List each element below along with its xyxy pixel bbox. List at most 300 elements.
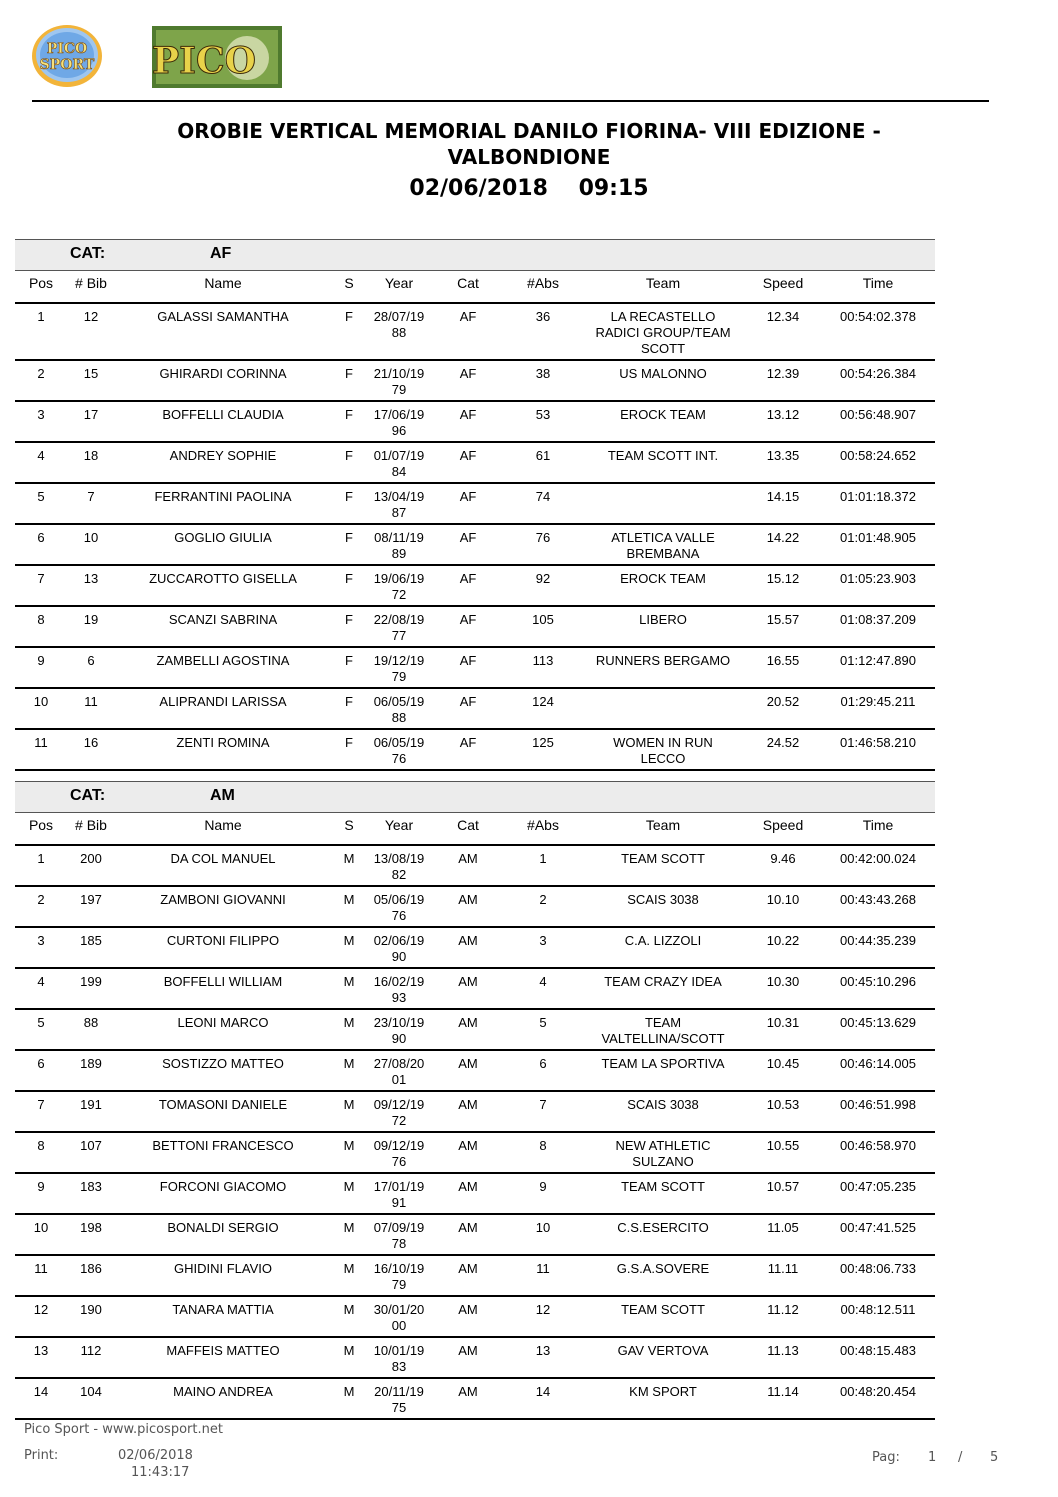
- cell-bib: 88: [83, 1015, 99, 1030]
- cell-speed: 11.11: [767, 1261, 799, 1276]
- cell-year: 13/08/19 82: [373, 851, 425, 882]
- table-row: [15, 304, 935, 361]
- cell-sex: M: [343, 974, 355, 989]
- table-row: [15, 402, 935, 443]
- cell-year: 13/04/19 87: [373, 489, 425, 520]
- cell-cat: AF: [459, 571, 477, 586]
- cell-pos: 7: [37, 571, 45, 586]
- cell-abs: 7: [539, 1097, 547, 1112]
- table-row: [15, 443, 935, 484]
- cell-abs: 105: [532, 612, 554, 627]
- cell-sex: F: [345, 448, 353, 463]
- cell-time: 00:45:10.296: [840, 974, 916, 989]
- column-header-speed: Speed: [762, 817, 804, 833]
- cell-time: 00:54:26.384: [840, 366, 916, 381]
- cell-team: EROCK TEAM: [620, 407, 706, 422]
- cell-team: C.S.ESERCITO: [617, 1220, 709, 1235]
- cell-abs: 1: [539, 851, 547, 866]
- cell-name: LEONI MARCO: [177, 1015, 269, 1030]
- cell-bib: 191: [80, 1097, 102, 1112]
- cell-time: 00:43:43.268: [840, 892, 916, 907]
- table-row: [15, 566, 935, 607]
- table-row: [15, 1297, 935, 1338]
- cell-abs: 9: [539, 1179, 547, 1194]
- cell-cat: AF: [459, 448, 477, 463]
- footer-print-label: Print:: [24, 1448, 59, 1463]
- cell-bib: 13: [83, 571, 99, 586]
- cell-bib: 200: [80, 851, 102, 866]
- cell-abs: 74: [535, 489, 551, 504]
- cell-name: GOGLIO GIULIA: [174, 530, 272, 545]
- cell-speed: 15.57: [766, 612, 800, 627]
- cell-cat: AM: [458, 1343, 478, 1358]
- cell-speed: 11.14: [767, 1384, 799, 1399]
- cell-year: 10/01/19 83: [373, 1343, 425, 1374]
- table-row: [15, 928, 935, 969]
- cell-time: 00:46:51.998: [840, 1097, 916, 1112]
- cell-cat: AM: [458, 1015, 478, 1030]
- cell-bib: 10: [83, 530, 99, 545]
- cell-sex: F: [345, 366, 353, 381]
- cell-bib: 185: [80, 933, 102, 948]
- cell-team: WOMEN IN RUN LECCO: [613, 735, 713, 766]
- cell-cat: AF: [459, 694, 477, 709]
- cell-time: 01:46:58.210: [840, 735, 916, 750]
- cell-sex: M: [343, 1343, 355, 1358]
- cell-sex: M: [343, 1138, 355, 1153]
- footer-page-separator: /: [958, 1450, 963, 1465]
- cell-abs: 76: [535, 530, 551, 545]
- cell-team: ATLETICA VALLE BREMBANA: [611, 530, 715, 561]
- cell-speed: 20.52: [766, 694, 800, 709]
- cell-team: SCAIS 3038: [627, 892, 699, 907]
- table-row: [15, 1010, 935, 1051]
- column-header-speed: Speed: [762, 275, 804, 291]
- cell-time: 01:29:45.211: [840, 694, 916, 709]
- cell-name: ZAMBELLI AGOSTINA: [156, 653, 290, 668]
- cell-name: MAINO ANDREA: [173, 1384, 273, 1399]
- table-row: [15, 1133, 935, 1174]
- table-header: [15, 271, 935, 304]
- cell-team: LIBERO: [639, 612, 687, 627]
- table-row: [15, 1092, 935, 1133]
- cell-abs: 13: [535, 1343, 551, 1358]
- cell-cat: AM: [458, 851, 478, 866]
- cell-abs: 8: [539, 1138, 547, 1153]
- column-header-abs: #Abs: [527, 275, 559, 291]
- category-section-am: [15, 781, 935, 1420]
- cell-time: 00:58:24.652: [840, 448, 916, 463]
- column-header-bib: # Bib: [75, 817, 107, 833]
- cell-bib: 6: [87, 653, 95, 668]
- cell-pos: 10: [33, 1220, 49, 1235]
- cell-sex: F: [345, 309, 353, 324]
- cell-bib: 18: [83, 448, 99, 463]
- page-title: [0, 118, 1058, 170]
- table-row: [15, 361, 935, 402]
- cell-time: 00:46:58.970: [840, 1138, 916, 1153]
- cell-team: RUNNERS BERGAMO: [595, 653, 731, 668]
- cell-time: 00:44:35.239: [840, 933, 916, 948]
- cell-time: 00:42:00.024: [840, 851, 916, 866]
- cell-bib: 186: [80, 1261, 102, 1276]
- cell-team: C.A. LIZZOLI: [624, 933, 702, 948]
- cell-pos: 5: [37, 1015, 45, 1030]
- cell-time: 00:48:12.511: [840, 1302, 916, 1317]
- cell-year: 09/12/19 76: [373, 1138, 425, 1169]
- footer-site: Pico Sport - www.picosport.net: [24, 1422, 223, 1437]
- title-line-1: OROBIE VERTICAL MEMORIAL DANILO FIORINA- VIII EDIZIONE -: [177, 119, 881, 143]
- cell-sex: M: [343, 1097, 355, 1112]
- cell-cat: AM: [458, 1261, 478, 1276]
- cell-year: 08/11/19 89: [374, 530, 424, 561]
- cell-abs: 3: [539, 933, 547, 948]
- cell-speed: 14.15: [766, 489, 800, 504]
- cell-cat: AM: [458, 1302, 478, 1317]
- cell-time: 00:46:14.005: [840, 1056, 916, 1071]
- cell-abs: 124: [532, 694, 554, 709]
- cell-bib: 107: [80, 1138, 102, 1153]
- table-row: [15, 887, 935, 928]
- cell-team: US MALONNO: [619, 366, 707, 381]
- cell-team: G.S.A.SOVERE: [616, 1261, 710, 1276]
- category-value: AM: [210, 787, 235, 804]
- cell-bib: 189: [80, 1056, 102, 1071]
- cell-cat: AM: [458, 1220, 478, 1235]
- cell-name: BETTONI FRANCESCO: [152, 1138, 294, 1153]
- cell-team: TEAM VALTELLINA/SCOTT: [601, 1015, 725, 1046]
- cell-abs: 53: [535, 407, 551, 422]
- cell-name: ZAMBONI GIOVANNI: [160, 892, 286, 907]
- cell-sex: M: [343, 1261, 355, 1276]
- cell-speed: 14.22: [766, 530, 800, 545]
- cell-team: TEAM SCOTT INT.: [607, 448, 719, 463]
- cell-time: 00:48:06.733: [840, 1261, 916, 1276]
- cell-name: MAFFEIS MATTEO: [166, 1343, 280, 1358]
- cell-sex: F: [345, 530, 353, 545]
- cell-team: SCAIS 3038: [627, 1097, 699, 1112]
- cell-cat: AF: [459, 612, 477, 627]
- cell-name: ZUCCAROTTO GISELLA: [149, 571, 297, 586]
- cell-year: 27/08/20 01: [373, 1056, 425, 1087]
- cell-abs: 5: [539, 1015, 547, 1030]
- cell-abs: 2: [539, 892, 547, 907]
- cell-time: 01:05:23.903: [840, 571, 916, 586]
- table-row: [15, 607, 935, 648]
- cell-pos: 10: [33, 694, 49, 709]
- cell-abs: 14: [535, 1384, 551, 1399]
- cell-name: BOFFELLI CLAUDIA: [162, 407, 284, 422]
- cell-sex: M: [343, 1384, 355, 1399]
- cell-sex: M: [343, 1015, 355, 1030]
- cell-speed: 13.35: [766, 448, 800, 463]
- cell-speed: 12.39: [766, 366, 800, 381]
- cell-time: 00:47:05.235: [840, 1179, 916, 1194]
- cell-cat: AM: [458, 1384, 478, 1399]
- cell-sex: M: [343, 1220, 355, 1235]
- category-label: CAT:: [70, 787, 106, 804]
- column-header-sex: S: [344, 817, 354, 833]
- category-section-af: [15, 239, 935, 771]
- cell-sex: M: [343, 1179, 355, 1194]
- cell-pos: 1: [37, 309, 45, 324]
- cell-speed: 16.55: [766, 653, 800, 668]
- cell-sex: M: [343, 933, 355, 948]
- cell-sex: M: [343, 1056, 355, 1071]
- cell-time: 01:01:48.905: [840, 530, 916, 545]
- cell-abs: 36: [535, 309, 551, 324]
- cell-bib: 16: [83, 735, 99, 750]
- cell-cat: AF: [459, 309, 477, 324]
- cell-abs: 61: [535, 448, 551, 463]
- table-row: [15, 846, 935, 887]
- cell-time: 00:45:13.629: [840, 1015, 916, 1030]
- cell-pos: 2: [37, 366, 45, 381]
- cell-cat: AM: [458, 1179, 478, 1194]
- table-header: [15, 813, 935, 846]
- cell-time: 00:48:20.454: [840, 1384, 916, 1399]
- table-row: [15, 1338, 935, 1379]
- cell-team: TEAM SCOTT: [621, 1302, 705, 1317]
- cell-pos: 14: [33, 1384, 49, 1399]
- cell-speed: 11.12: [767, 1302, 799, 1317]
- cell-sex: F: [345, 694, 353, 709]
- cell-year: 05/06/19 76: [373, 892, 425, 923]
- cell-cat: AF: [459, 530, 477, 545]
- cell-team: NEW ATHLETIC SULZANO: [615, 1138, 711, 1169]
- cell-pos: 9: [37, 1179, 45, 1194]
- footer-page-current: 1: [928, 1450, 937, 1465]
- column-header-name: Name: [204, 817, 242, 833]
- cell-bib: 190: [80, 1302, 102, 1317]
- table-row: [15, 969, 935, 1010]
- event-date: 02/06/2018: [409, 176, 548, 201]
- logo1-line2: SPORT: [39, 57, 95, 73]
- table-row: [15, 648, 935, 689]
- cell-cat: AF: [459, 489, 477, 504]
- cell-sex: F: [345, 571, 353, 586]
- pico-club-logo: [152, 26, 282, 88]
- cell-speed: 11.13: [767, 1343, 799, 1358]
- cell-team: LA RECASTELLO RADICI GROUP/TEAM SCOTT: [595, 309, 731, 356]
- logo2-text: PICO: [152, 40, 256, 82]
- cell-time: 00:56:48.907: [840, 407, 916, 422]
- cell-year: 06/05/19 76: [373, 735, 425, 766]
- column-header-bib: # Bib: [75, 275, 107, 291]
- cell-sex: F: [345, 489, 353, 504]
- cell-year: 17/01/19 91: [373, 1179, 425, 1210]
- column-header-team: Team: [645, 275, 681, 291]
- cell-cat: AF: [459, 366, 477, 381]
- cell-team: EROCK TEAM: [620, 571, 706, 586]
- cell-sex: F: [345, 735, 353, 750]
- cell-pos: 4: [37, 974, 45, 989]
- cell-name: FERRANTINI PAOLINA: [154, 489, 292, 504]
- header-rule: [32, 100, 989, 102]
- cell-abs: 125: [532, 735, 554, 750]
- cell-time: 01:12:47.890: [840, 653, 916, 668]
- cell-year: 09/12/19 72: [373, 1097, 425, 1128]
- cell-speed: 10.53: [766, 1097, 800, 1112]
- cell-name: SOSTIZZO MATTEO: [162, 1056, 284, 1071]
- cell-team: TEAM SCOTT: [621, 1179, 705, 1194]
- cell-cat: AF: [459, 735, 477, 750]
- cell-pos: 7: [37, 1097, 45, 1112]
- cell-abs: 11: [536, 1261, 550, 1276]
- column-header-pos: Pos: [28, 275, 54, 291]
- column-header-abs: #Abs: [527, 817, 559, 833]
- cell-time: 00:48:15.483: [840, 1343, 916, 1358]
- cell-year: 22/08/19 77: [373, 612, 425, 643]
- cell-year: 23/10/19 90: [373, 1015, 425, 1046]
- cell-pos: 6: [37, 1056, 45, 1071]
- table-row: [15, 1379, 935, 1420]
- cell-time: 00:54:02.378: [840, 309, 916, 324]
- cell-name: ANDREY SOPHIE: [169, 448, 277, 463]
- cell-year: 19/06/19 72: [373, 571, 425, 602]
- cell-name: DA COL MANUEL: [170, 851, 276, 866]
- table-row: [15, 1256, 935, 1297]
- cell-name: TOMASONI DANIELE: [158, 1097, 288, 1112]
- cell-bib: 15: [83, 366, 99, 381]
- cell-time: 00:47:41.525: [840, 1220, 916, 1235]
- column-header-cat: Cat: [457, 275, 479, 291]
- cell-year: 16/10/19 79: [373, 1261, 425, 1292]
- column-header-team: Team: [645, 817, 681, 833]
- cell-abs: 6: [539, 1056, 547, 1071]
- cell-bib: 112: [80, 1343, 102, 1358]
- cell-speed: 10.55: [766, 1138, 800, 1153]
- footer-page-label: Pag:: [872, 1450, 900, 1465]
- cell-name: FORCONI GIACOMO: [159, 1179, 287, 1194]
- cell-bib: 12: [83, 309, 99, 324]
- cell-pos: 8: [37, 612, 45, 627]
- cell-pos: 13: [33, 1343, 49, 1358]
- cell-name: GHIRARDI CORINNA: [159, 366, 287, 381]
- column-header-cat: Cat: [457, 817, 479, 833]
- table-row: [15, 689, 935, 730]
- cell-year: 20/11/19 75: [374, 1384, 424, 1415]
- cell-year: 02/06/19 90: [373, 933, 425, 964]
- cell-year: 19/12/19 79: [373, 653, 425, 684]
- cell-speed: 10.57: [766, 1179, 800, 1194]
- cell-name: ZENTI ROMINA: [176, 735, 270, 750]
- cell-speed: 10.45: [766, 1056, 800, 1071]
- cell-name: SCANZI SABRINA: [168, 612, 278, 627]
- cell-bib: 104: [80, 1384, 102, 1399]
- cell-year: 30/01/20 00: [373, 1302, 425, 1333]
- cell-sex: F: [345, 653, 353, 668]
- cell-abs: 38: [535, 366, 551, 381]
- cell-cat: AM: [458, 1138, 478, 1153]
- table-row: [15, 484, 935, 525]
- cell-speed: 10.22: [766, 933, 800, 948]
- cell-speed: 24.52: [766, 735, 800, 750]
- footer-print-date: 02/06/2018: [118, 1448, 193, 1463]
- cell-name: ALIPRANDI LARISSA: [159, 694, 287, 709]
- cell-sex: F: [345, 612, 353, 627]
- cell-year: 07/09/19 78: [373, 1220, 425, 1251]
- cell-speed: 9.46: [770, 851, 796, 866]
- column-header-time: Time: [862, 817, 894, 833]
- cell-sex: M: [343, 892, 355, 907]
- cell-abs: 113: [532, 653, 554, 668]
- cell-team: KM SPORT: [629, 1384, 697, 1399]
- cell-speed: 15.12: [766, 571, 800, 586]
- column-header-year: Year: [384, 817, 414, 833]
- cell-bib: 183: [80, 1179, 102, 1194]
- cell-cat: AM: [458, 933, 478, 948]
- cell-speed: 13.12: [766, 407, 800, 422]
- cell-year: 28/07/19 88: [373, 309, 425, 340]
- cell-pos: 2: [37, 892, 45, 907]
- cell-cat: AM: [458, 1097, 478, 1112]
- cell-bib: 198: [80, 1220, 102, 1235]
- cell-pos: 8: [37, 1138, 45, 1153]
- cell-abs: 92: [535, 571, 551, 586]
- footer-print-time: 11:43:17: [131, 1465, 190, 1480]
- cell-pos: 3: [37, 933, 45, 948]
- table-row: [15, 1174, 935, 1215]
- pico-sport-logo: [30, 22, 104, 88]
- category-label: CAT:: [70, 245, 106, 262]
- cell-team: TEAM CRAZY IDEA: [604, 974, 722, 989]
- cell-name: BOFFELLI WILLIAM: [163, 974, 283, 989]
- cell-year: 06/05/19 88: [373, 694, 425, 725]
- cell-bib: 19: [83, 612, 99, 627]
- cell-cat: AM: [458, 892, 478, 907]
- cell-pos: 1: [37, 851, 45, 866]
- event-datetime: [0, 176, 1058, 201]
- table-row: [15, 730, 935, 771]
- title-line-2: VALBONDIONE: [447, 145, 611, 169]
- column-header-time: Time: [862, 275, 894, 291]
- column-header-name: Name: [204, 275, 242, 291]
- table-row: [15, 525, 935, 566]
- cell-name: CURTONI FILIPPO: [166, 933, 280, 948]
- cell-year: 21/10/19 79: [373, 366, 425, 397]
- category-bar: [15, 781, 935, 813]
- cell-bib: 199: [80, 974, 102, 989]
- column-header-sex: S: [344, 275, 354, 291]
- table-row: [15, 1051, 935, 1092]
- cell-pos: 11: [34, 1261, 48, 1276]
- cell-year: 17/06/19 96: [373, 407, 425, 438]
- cell-cat: AF: [459, 653, 477, 668]
- cell-pos: 6: [37, 530, 45, 545]
- category-value: AF: [210, 245, 232, 262]
- cell-speed: 10.30: [766, 974, 800, 989]
- cell-speed: 12.34: [766, 309, 800, 324]
- cell-pos: 11: [34, 735, 48, 750]
- cell-abs: 4: [539, 974, 547, 989]
- cell-bib: 197: [80, 892, 102, 907]
- cell-pos: 9: [37, 653, 45, 668]
- cell-team: GAV VERTOVA: [617, 1343, 709, 1358]
- cell-time: 01:08:37.209: [840, 612, 916, 627]
- cell-bib: 7: [87, 489, 95, 504]
- table-row: [15, 1215, 935, 1256]
- cell-sex: F: [345, 407, 353, 422]
- column-header-year: Year: [384, 275, 414, 291]
- cell-pos: 5: [37, 489, 45, 504]
- category-bar: [15, 239, 935, 271]
- cell-cat: AF: [459, 407, 477, 422]
- cell-name: GALASSI SAMANTHA: [157, 309, 289, 324]
- cell-sex: M: [343, 851, 355, 866]
- cell-pos: 4: [37, 448, 45, 463]
- cell-abs: 10: [535, 1220, 551, 1235]
